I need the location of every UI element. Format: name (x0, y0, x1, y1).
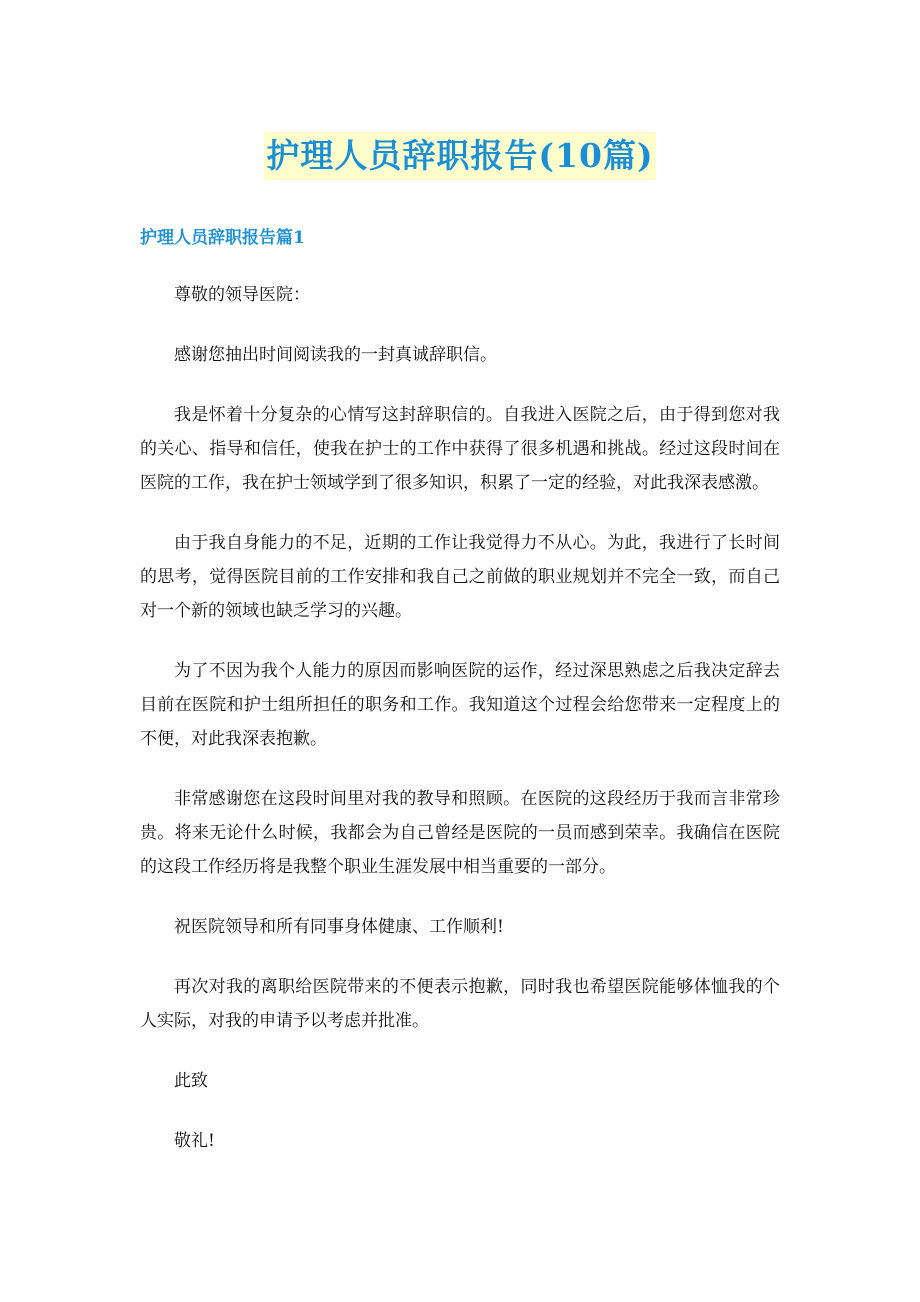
paragraph-wishes: 祝医院领导和所有同事身体健康、工作顺利! (174, 917, 504, 937)
paragraph-thanks: 感谢您抽出时间阅读我的一封真诚辞职信。 (174, 345, 497, 365)
document-title-text: 护理人员辞职报告(10篇) (264, 132, 655, 180)
document-title (0, 132, 920, 180)
paragraph-gratitude: 非常感谢您在这段时间里对我的教导和照顾。在医院的这段经历于我而言非常珍贵。将来无论什么时候，我都会为自己曾经是医院的一员而感到荣幸。我确信在医院的这段工作经历将是我整个职业生涯发展中相当重要的一部分。 (140, 789, 780, 877)
paragraph-apology: 再次对我的离职给医院带来的不便表示抱歉，同时我也希望医院能够体恤我的个人实际，对我的申请予以考虑并批准。 (140, 977, 780, 1031)
paragraph-decision: 为了不因为我个人能力的原因而影响医院的运作，经过深思熟虑之后我决定辞去目前在医院和护士组所担任的职务和工作。我知道这个过程会给您带来一定程度上的不便，对此我深表抱歉。 (140, 661, 780, 749)
closing-line: 此致 (174, 1071, 208, 1091)
letter-body (140, 278, 780, 1184)
paragraph-background: 我是怀着十分复杂的心情写这封辞职信的。自我进入医院之后，由于得到您对我的关心、指导和信任，使我在护士的工作中获得了很多机遇和挑战。经过这段时间在医院的工作，我在护士领域学到了很多知识，积累了一定的经验，对此我深表感激。 (140, 405, 780, 493)
closing-salute: 敬礼! (174, 1131, 215, 1151)
paragraph-reason: 由于我自身能力的不足，近期的工作让我觉得力不从心。为此，我进行了长时间的思考，觉得医院目前的工作安排和我自己之前做的职业规划并不完全一致，而自己对一个新的领域也缺乏学习的兴趣。 (140, 533, 780, 621)
salutation: 尊敬的领导医院： (174, 285, 310, 305)
section-heading: 护理人员辞职报告篇1 (140, 228, 305, 248)
